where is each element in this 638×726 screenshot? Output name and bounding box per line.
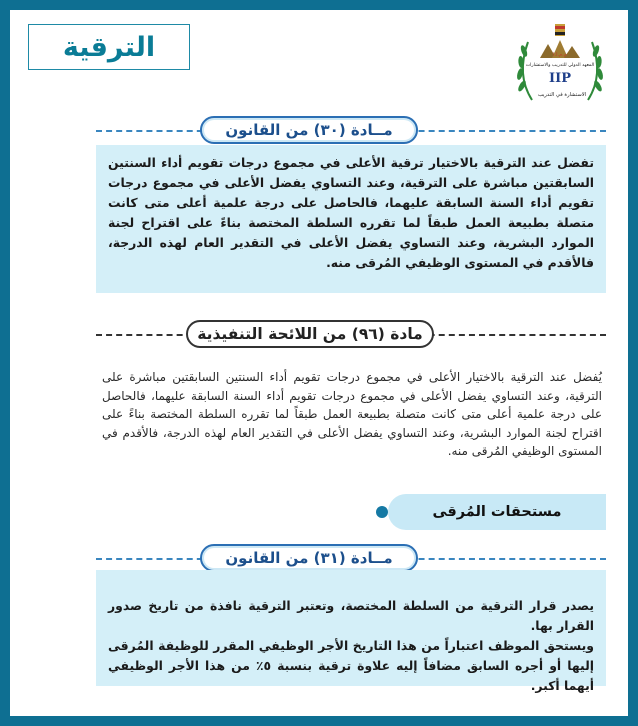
svg-text:م.م.ا.ا: م.م.ا.ا bbox=[553, 52, 567, 58]
section3-heading: مــادة (٣١) من القانون bbox=[200, 544, 418, 572]
section-tag: مستحقات المُرقى bbox=[388, 494, 606, 530]
svg-text:IIP: IIP bbox=[549, 71, 571, 86]
document-page bbox=[10, 10, 628, 716]
tag-dot bbox=[376, 506, 388, 518]
section2-heading: مادة (٩٦) من اللائحة التنفيذية bbox=[186, 320, 434, 348]
section3-text bbox=[96, 596, 606, 696]
svg-text:المعهد الدولي للتدريب والاستشا: المعهد الدولي للتدريب والاستشارات bbox=[525, 63, 595, 68]
section1-panel bbox=[96, 145, 606, 293]
institute-logo bbox=[510, 20, 610, 116]
section1-heading: مــادة (٣٠) من القانون bbox=[200, 116, 418, 144]
page-title: الترقية bbox=[28, 24, 190, 70]
eagle-emblem bbox=[555, 24, 565, 36]
svg-text:الاستشارة في التدريب: الاستشارة في التدريب bbox=[537, 92, 587, 98]
section2-text: يُفضل عند الترقية بالاختيار الأعلى في مجموع درجات تقويم أداء السنتين السابقتين مباشرة على الترقية، وعند التساوي يفضل الأعلى في مجموع درجات تقويم أداء السنة السابقة عليهما، فالحاصل على درجة علمية أعلى متى كانت متصلة بطبيعة العمل طبقاً لما تقرره السلطة المختصة بناءً على اقتراح لجنة الموارد البشرية، وعند التساوي يفضل الأعلى في التقدير العام لهذه الدرجة، فالأقدم في المستوى الوظيفي المُرقى منه. bbox=[102, 370, 602, 458]
section3-paragraph1: يصدر قرار الترقية من السلطة المختصة، وتعتبر الترقية نافذة من تاريخ صدور القرار بها. bbox=[108, 598, 594, 633]
section3-panel bbox=[96, 570, 606, 693]
section1-text: تفضل عند الترقية بالاختيار ترقية الأعلى في مجموع درجات تقويم أداء السنتين السابقتين مباشرة على الترقية، وعند التساوي يفضل الأعلى في مجموع درجات تقويم أداء السنة السابقة عليهما، فالحاصل على درجة علمية أعلى متى كانت متصلة بطبيعة العمل طبقاً لما تقرره السلطة المختصة بناءً على اقتراح لجنة الموارد البشرية، وعند التساوي يفضل الأعلى في التقدير العام لهذه الدرجة، فالأقدم في المستوى الوظيفي المُرقى منه. bbox=[108, 155, 594, 270]
section3-paragraph2: ويستحق الموظف اعتباراً من هذا التاريخ الأجر الوظيفي المقرر للوظيفة المُرقى إليها أو أجره السابق مضافاً إليه علاوة ترقية بنسبة ٥٪ من هذا الأجر الوظيفي أيهما أكبر. bbox=[108, 638, 594, 693]
